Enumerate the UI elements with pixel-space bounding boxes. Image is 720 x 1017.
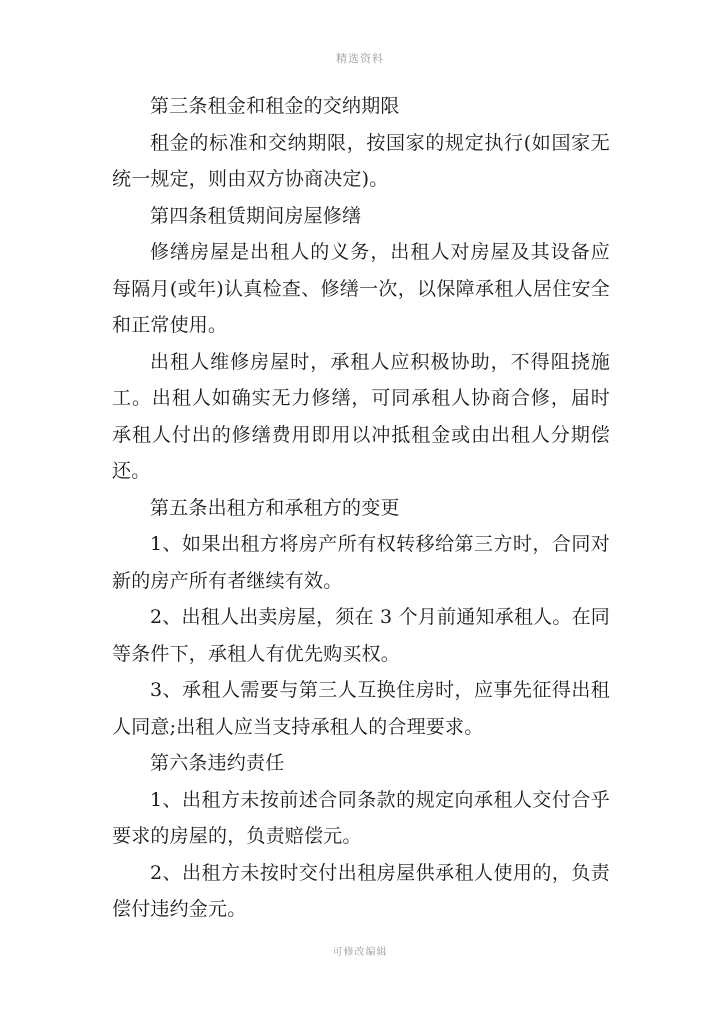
footer-note: 可修改编辑 bbox=[332, 947, 388, 958]
section-heading-3: 第三条租金和租金的交纳期限 bbox=[150, 95, 400, 117]
section-heading-5: 第五条出租方和承租方的变更 bbox=[150, 496, 400, 519]
document-body bbox=[112, 88, 610, 928]
paragraph: 2、出租人出卖房屋，须在 3 个月前通知承租人。在同等条件下，承租人有优先购买权。 bbox=[112, 606, 610, 665]
section-heading-4: 第四条租赁期间房屋修缮 bbox=[150, 204, 362, 227]
section-heading-6: 第六条违约责任 bbox=[150, 752, 285, 774]
paragraph: 修缮房屋是出租人的义务，出租人对房屋及其设备应每隔月(或年)认真检查、修缮一次，以保障承租人居住安全和正常使用。 bbox=[112, 241, 610, 336]
paragraph: 1、如果出租方将房产所有权转移给第三方时，合同对新的房产所有者继续有效。 bbox=[112, 533, 610, 592]
paragraph: 1、出租方未按前述合同条款的规定向承租人交付合乎要求的房屋的，负责赔偿元。 bbox=[112, 788, 610, 847]
header-note: 精选资料 bbox=[336, 52, 384, 65]
paragraph: 租金的标准和交纳期限，按国家的规定执行(如国家无统一规定，则由双方协商决定)。 bbox=[112, 131, 610, 190]
paragraph: 2、出租方未按时交付出租房屋供承租人使用的，负责偿付违约金元。 bbox=[112, 861, 610, 920]
paragraph: 出租人维修房屋时，承租人应积极协助，不得阻挠施工。出租人如确实无力修缮，可同承租人协商合修，届时承租人付出的修缮费用即用以冲抵租金或由出租人分期偿还。 bbox=[112, 350, 610, 482]
paragraph: 3、承租人需要与第三人互换住房时，应事先征得出租人同意;出租人应当支持承租人的合理要求。 bbox=[112, 679, 610, 738]
